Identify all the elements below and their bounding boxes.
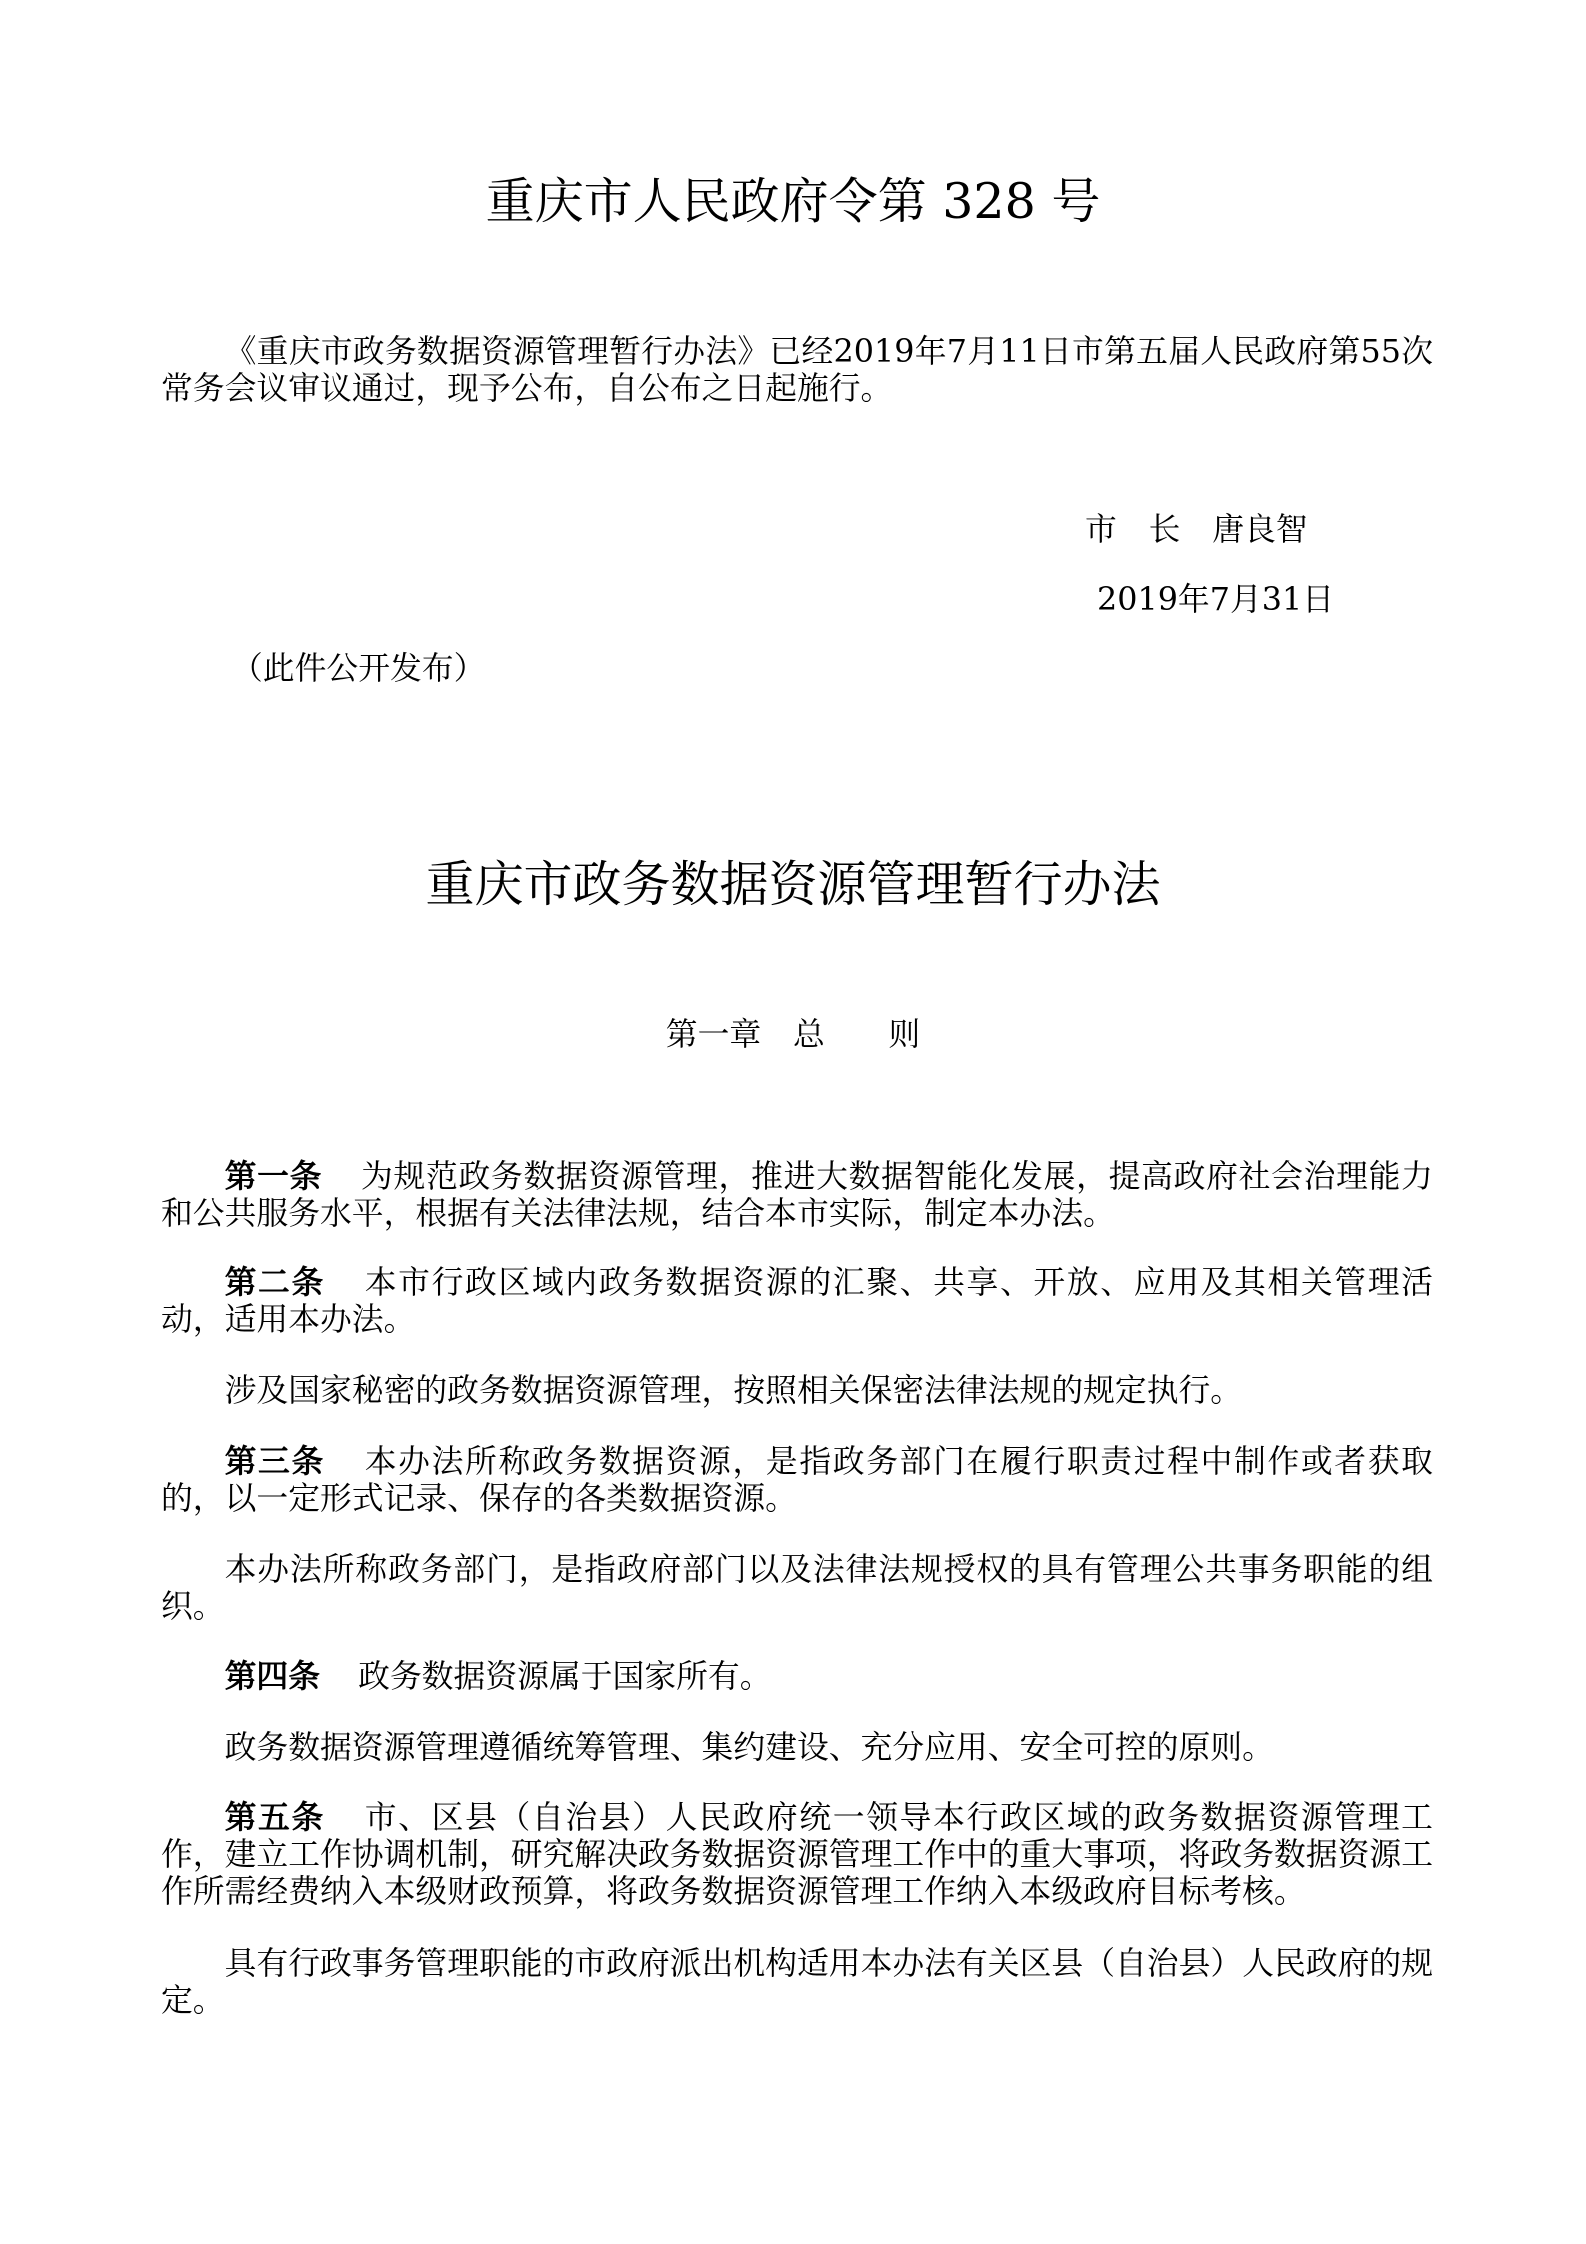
- article-text: 本办法所称政务部门，是指政府部门以及法律法规授权的具有管理公共事务职能的组织。: [161, 1551, 1433, 1625]
- article-text: 政务数据资源属于国家所有。: [358, 1658, 772, 1695]
- article-text: 涉及国家秘密的政务数据资源管理，按照相关保密法律法规的规定执行。: [224, 1372, 1243, 1409]
- article-paragraph: [161, 1372, 1433, 1409]
- publicity-note: （此件公开发布）: [231, 650, 486, 687]
- article-paragraph: [161, 1443, 1433, 1517]
- article-paragraph: [161, 1551, 1433, 1625]
- chapter-heading: 第一章 总 则: [665, 1016, 921, 1053]
- article-label: 第四条: [224, 1658, 320, 1695]
- article-label: 第五条: [224, 1799, 325, 1836]
- article-text: 本办法所称政务数据资源，是指政务部门在履行职责过程中制作或者获取的，以一定形式记录、保存的各类数据资源。: [161, 1443, 1433, 1517]
- article-label: 第一条: [224, 1158, 323, 1195]
- article-text: 具有行政事务管理职能的市政府派出机构适用本办法有关区县（自治县）人民政府的规定。: [161, 1945, 1433, 2019]
- article-paragraph: [161, 1729, 1433, 1766]
- article-label: 第三条: [224, 1443, 325, 1480]
- measures-title: 重庆市政务数据资源管理暂行办法: [425, 856, 1161, 913]
- article-text: 市、区县（自治县）人民政府统一领导本行政区域的政务数据资源管理工作，建立工作协调机制，研究解决政务数据资源管理工作中的重大事项，将政务数据资源工作所需经费纳入本级财政预算，将政务数据资源管理工作纳入本级政府目标考核。: [161, 1799, 1433, 1910]
- article-paragraph: [161, 1158, 1433, 1232]
- article-paragraph: [161, 1799, 1433, 1910]
- article-text: 本市行政区域内政务数据资源的汇聚、共享、开放、应用及其相关管理活动，适用本办法。: [161, 1264, 1433, 1338]
- article-text: 政务数据资源管理遵循统筹管理、集约建设、充分应用、安全可控的原则。: [224, 1729, 1274, 1766]
- article-paragraph: [161, 1264, 1433, 1338]
- order-date: 2019年7月31日: [1097, 581, 1335, 618]
- mayor-signature: 市 长 唐良智: [1085, 511, 1308, 548]
- article-paragraph: [161, 1658, 1433, 1695]
- order-title: 重庆市人民政府令第 328 号: [485, 173, 1101, 230]
- order-body: 《重庆市政务数据资源管理暂行办法》已经2019年7月11日市第五届人民政府第55次常务会议审议通过，现予公布，自公布之日起施行。: [161, 333, 1433, 407]
- article-text: 为规范政务数据资源管理，推进大数据智能化发展，提高政府社会治理能力和公共服务水平，根据有关法律法规，结合本市实际，制定本办法。: [161, 1158, 1433, 1232]
- article-paragraph: [161, 1945, 1433, 2019]
- article-label: 第二条: [224, 1264, 325, 1301]
